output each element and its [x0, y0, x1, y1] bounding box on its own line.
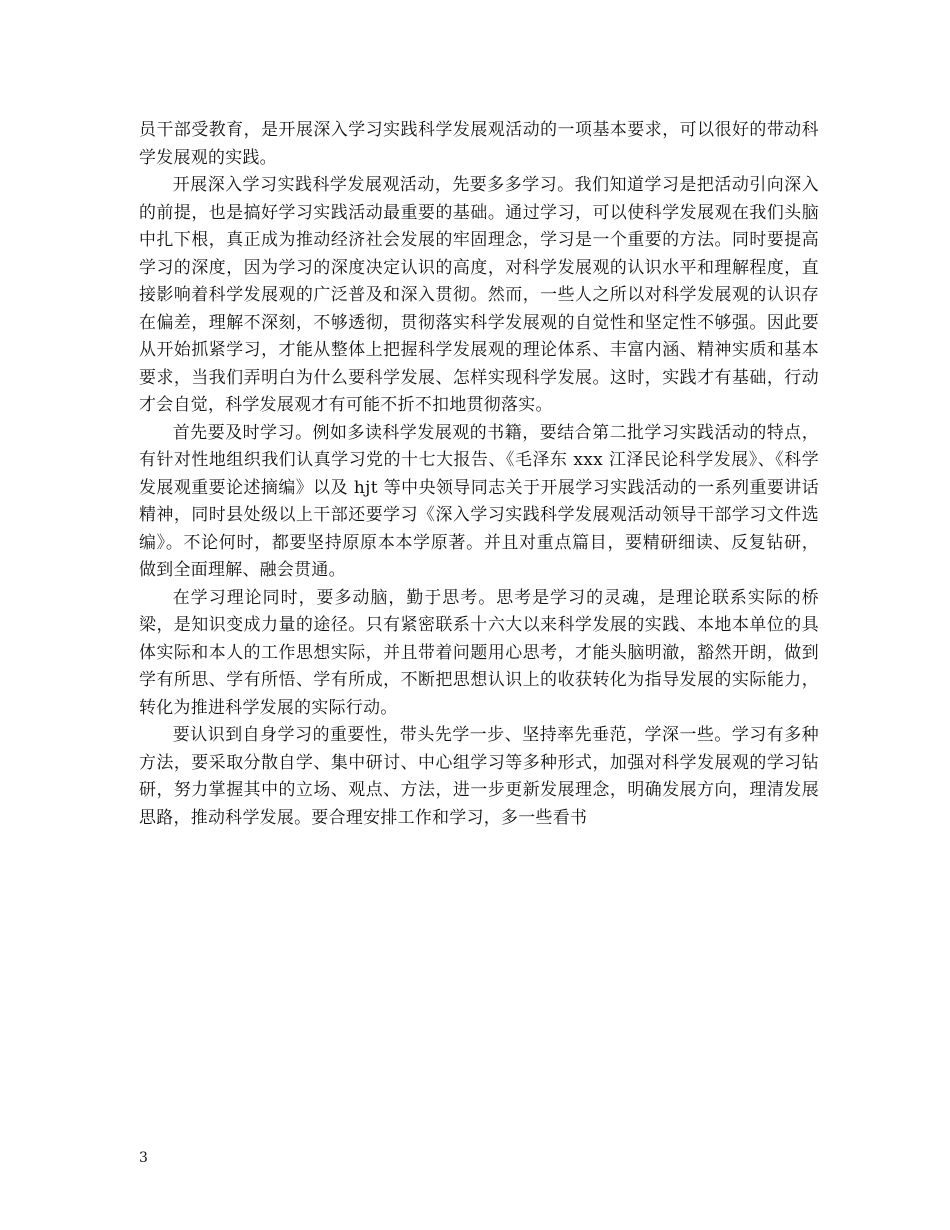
paragraph-5: 要认识到自身学习的重要性，带头先学一步、坚持率先垂范，学深一些。学习有多种方法，要采取分散自学、集中研讨、中心组学习等多种形式，加强对科学发展观的学习钻研，努力掌握其中的立场、观点、方法，进一步更新发展理念，明确发展方向，理清发展思路，推动科学发展。要合理安排工作和学习，多一些看书: [139, 724, 819, 827]
paragraph-2: 开展深入学习实践科学发展观活动，先要多多学习。我们知道学习是把活动引向深入的前提，也是搞好学习实践活动最重要的基础。通过学习，可以使科学发展观在我们头脑中扎下根，真正成为推动经济社会发展的牢固理念，学习是一个重要的方法。同时要提高学习的深度，因为学习的深度决定认识的高度，对科学发展观的认识水平和理解程度，直接影响着科学发展观的广泛普及和深入贯彻。然而，一些人之所以对科学发展观的认识存在偏差，理解不深刻，不够透彻，贯彻落实科学发展观的自觉性和坚定性不够强。因此要从开始抓紧学习，才能从整体上把握科学发展观的理论体系、丰富内涵、精神实质和基本要求，当我们弄明白为什么要科学发展、怎样实现科学发展。这时，实践才有基础，行动才会自觉，科学发展观才有可能不折不扣地贯彻落实。: [139, 174, 819, 414]
paragraph-3: 首先要及时学习。例如多读科学发展观的书籍，要结合第二批学习实践活动的特点，有针对性地组织我们认真学习党的十七大报告、《毛泽东 xxx 江泽民论科学发展》、《科学发展观重要论述摘编》以及 hjt 等中央领导同志关于开展学习实践活动的一系列重要讲话精神，同时县处级以上干部还要学习《深入学习实践科学发展观活动领导干部学习文件选编》。不论何时，都要坚持原原本本学原著。并且对重点篇目，要精研细读、反复钻研，做到全面理解、融会贯通。: [139, 421, 819, 579]
body-text: [139, 116, 819, 831]
paragraph-1: 员干部受教育，是开展深入学习实践科学发展观活动的一项基本要求，可以很好的带动科学发展观的实践。: [139, 119, 819, 167]
paragraph-4: 在学习理论同时，要多动脑，勤于思考。思考是学习的灵魂，是理论联系实际的桥梁，是知识变成力量的途径。只有紧密联系十六大以来科学发展的实践、本地本单位的具体实际和本人的工作思想实际，并且带着问题用心思考，才能头脑明澈，豁然开朗，做到学有所思、学有所悟、学有所成，不断把思想认识上的收获转化为指导发展的实际能力，转化为推进科学发展的实际行动。: [139, 586, 819, 717]
page-number: 3: [139, 1150, 148, 1166]
